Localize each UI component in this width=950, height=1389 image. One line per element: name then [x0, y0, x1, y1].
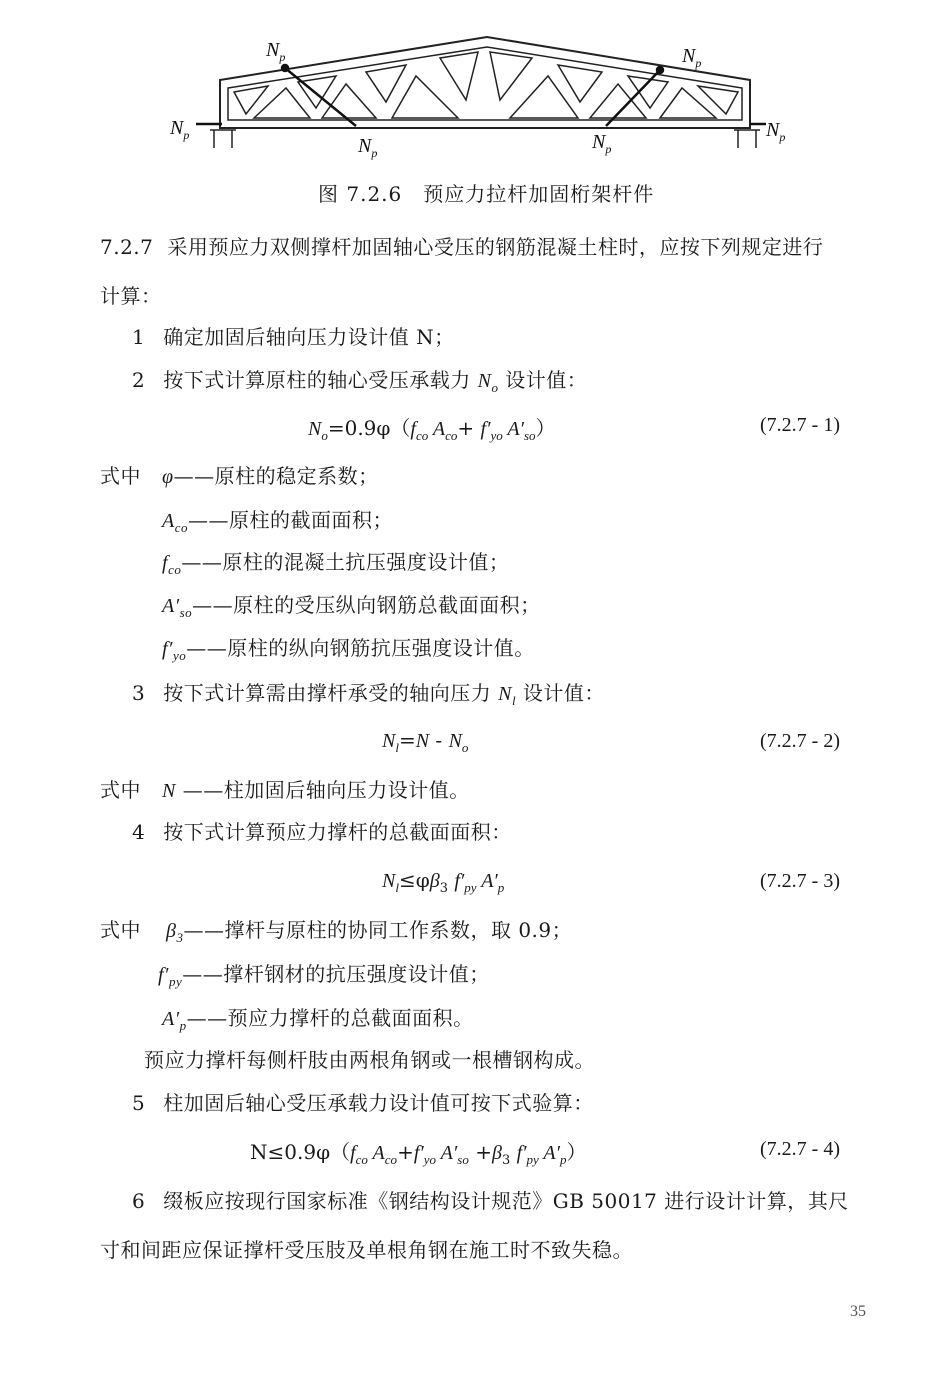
np-label-bottom-left: $N_p$ — [358, 135, 378, 160]
where-1-fco: $f_{co}——$原柱的混凝土抗压强度设计值； — [162, 550, 510, 577]
truss-figure — [160, 30, 810, 160]
where-1-aco: $A_{co}——$原柱的截面面积； — [162, 508, 393, 535]
np-label-bottom-right: $N_p$ — [592, 131, 612, 156]
np-label-top-right: $N_p$ — [682, 45, 702, 70]
clause-heading — [100, 233, 823, 261]
item-6-line-2: 寸和间距应保证撑杆受压肢及单根角钢在施工时不致失稳。 — [100, 1238, 633, 1262]
where-3-fpy: $f'_{py}——$撑杆钢材的抗压强度设计值； — [158, 962, 490, 989]
item-1: 1 确定加固后轴向压力设计值 N； — [132, 325, 455, 349]
np-label-top-left: $N_p$ — [266, 39, 286, 64]
clause-number: 7.2.7 — [100, 235, 154, 259]
where-2-n: N ——柱加固后轴向压力设计值。 — [162, 778, 470, 802]
where-1-phi: φ——原柱的稳定系数； — [162, 464, 379, 488]
item-5: 5 柱加固后轴心受压承载力设计值可按下式验算： — [132, 1091, 594, 1115]
equation-4: $N\le 0.9\varphi(f_{co}$ $A_{co}+f'_{yo}$ $A'_{so} +\beta_3$ $f'_{py}$ $A'_p$） — [250, 1140, 587, 1168]
clause-line-2: 计算： — [100, 284, 162, 308]
equation-4-number: (7.2.7 - 4) — [760, 1138, 840, 1160]
page-number: 35 — [850, 1303, 866, 1320]
equation-2-number: (7.2.7 - 2) — [760, 730, 840, 752]
equation-3-number: (7.2.7 - 3) — [760, 870, 840, 892]
where-3-ap: $A'_p——$预应力撑杆的总截面面积。 — [162, 1006, 474, 1033]
equation-2: $N_l=N - N_o$ — [382, 728, 469, 755]
item-2: 2 按下式计算原柱的轴心受压承载力 $N_o$ 设计值： — [132, 368, 588, 395]
where-1-lead: 式中 — [100, 464, 141, 488]
where-3-beta: $\beta_3——$撑杆与原柱的协同工作系数，取 0.9； — [166, 918, 573, 945]
figure-caption: 图 7.2.6 预应力拉杆加固桁架杆件 — [318, 182, 655, 206]
equation-3: $N_l\le\varphi\beta_3$ $f'_{py}$ $A'_p$ — [382, 868, 505, 896]
clause-line-1: 采用预应力双侧撑杆加固轴心受压的钢筋混凝土柱时，应按下列规定进行 — [167, 235, 824, 259]
where-1-aso: $A'_{so}——$原柱的受压纵向钢筋总截面面积； — [162, 593, 541, 620]
np-label-left: $N_p$ — [170, 117, 190, 142]
np-label-right: $N_p$ — [766, 119, 786, 144]
equation-1-number: (7.2.7 - 1) — [760, 414, 840, 436]
note: 预应力撑杆每侧杆肢由两根角钢或一根槽钢构成。 — [144, 1048, 595, 1072]
item-6-line-1: 6 缀板应按现行国家标准《钢结构设计规范》GB 50017 进行设计计算，其尺 — [132, 1189, 849, 1213]
item-4: 4 按下式计算预应力撑杆的总截面面积： — [132, 820, 512, 844]
item-3: 3 按下式计算需由撑杆承受的轴向压力 $N_l$ 设计值： — [132, 681, 605, 708]
equation-1: $N_o=0.9\varphi(f_{co}$ $A_{co}+ f'_{yo}$ $A'_{so}$） — [308, 416, 556, 443]
where-3-lead: 式中 — [100, 918, 141, 942]
where-2-lead: 式中 — [100, 778, 141, 802]
where-1-fyo: $f'_{yo}——$原柱的纵向钢筋抗压强度设计值。 — [162, 636, 535, 663]
